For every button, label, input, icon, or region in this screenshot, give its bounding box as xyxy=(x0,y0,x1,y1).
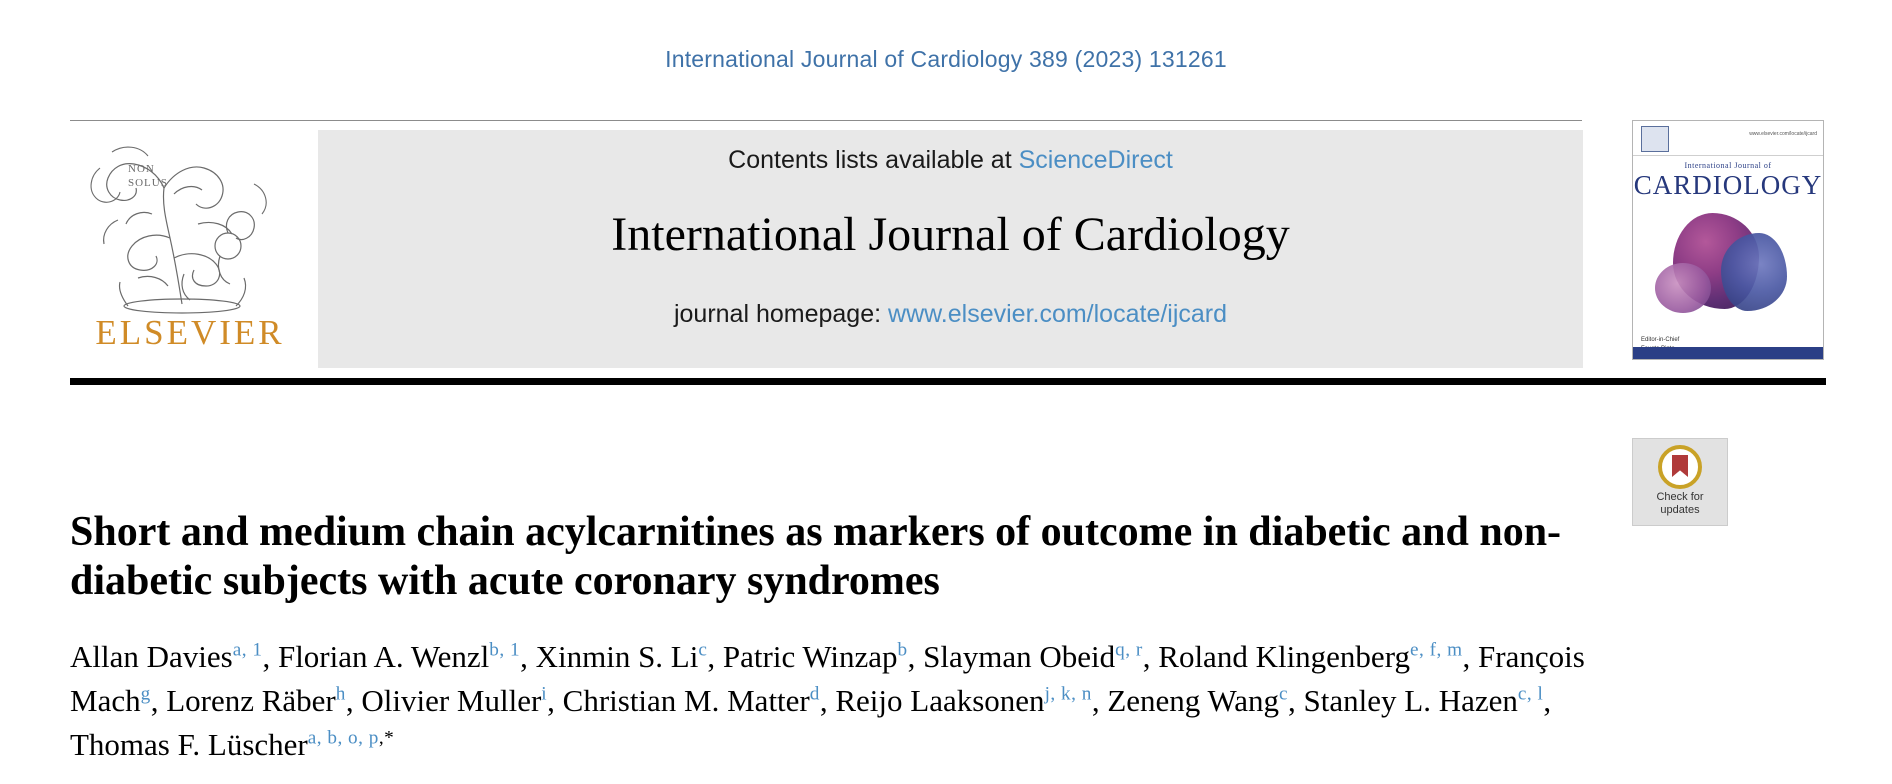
author-affiliation-marks: i xyxy=(541,683,548,705)
cover-top-note: www.elsevier.com/locate/ijcard xyxy=(1749,131,1817,137)
svg-text:NON: NON xyxy=(128,163,155,175)
cover-title: CARDIOLOGY xyxy=(1633,170,1823,200)
author-name: Olivier Muller xyxy=(361,683,542,719)
homepage-prefix: journal homepage: xyxy=(673,300,889,328)
author-name: Allan Davies xyxy=(70,639,233,674)
author-name: Christian M. Matter xyxy=(562,683,810,719)
cover-artwork-shape-3 xyxy=(1655,263,1711,313)
author-affiliation-marks: b xyxy=(897,639,908,661)
cover-bottom-bar xyxy=(1633,347,1823,359)
contents-line xyxy=(318,146,1583,175)
contents-prefix: Contents lists available at xyxy=(728,146,1019,174)
author-name: Roland Klingenberg xyxy=(1158,639,1410,674)
cover-editor-label: Editor-in-Chief xyxy=(1641,337,1680,344)
author-name: Thomas F. Lüscher xyxy=(70,727,308,763)
masthead-bottom-rule xyxy=(70,378,1826,385)
crossmark-label-line1: Check for xyxy=(1656,491,1704,503)
author-affiliation-marks: e, f, m xyxy=(1409,639,1463,661)
author-affiliation-marks: a, 1 xyxy=(232,639,263,661)
author-affiliation-marks: h xyxy=(335,683,346,705)
cover-artwork xyxy=(1647,205,1809,317)
crossmark-label xyxy=(1633,491,1727,516)
author-affiliation-marks: j, k, n xyxy=(1044,683,1092,705)
journal-cover-thumbnail xyxy=(1632,120,1824,360)
author-affiliation-marks: d xyxy=(809,683,820,705)
author-name: Florian A. Wenzl xyxy=(277,639,490,674)
cover-subtitle: International Journal of xyxy=(1684,161,1772,170)
author-name: Lorenz Räber xyxy=(166,683,336,719)
crossmark-flag-icon xyxy=(1672,455,1688,477)
crossmark-label-line2: updates xyxy=(1660,503,1700,516)
cover-artwork-shape-2 xyxy=(1721,233,1787,311)
author-list: Allan Davies$^{a, 1}$, Florian A. Wenzl$^{b, 1}$, Xinmin S. Li$^c$, Patric Winzap$^b$, Slayman Obeid$^{q, r}$, Roland Klingenberg$^{e, f, m}$, François Mach$^g$, Lorenz Räber$^h$, Olivier Muller$^i$, Christian M. Matter$^d$, Reijo Laaksonen$^{j, k, n}$, Zeneng Wang$^c$, Stanley L. Hazen$^{c, l}$, Thomas F. Lüscher$^{a, b, o, p,*}$ xyxy=(70,639,1585,763)
author-affiliation-marks: g xyxy=(140,683,151,705)
elsevier-wordmark: ELSEVIER xyxy=(95,313,285,352)
elsevier-tree-icon xyxy=(78,128,292,314)
masthead-top-rule xyxy=(70,120,1582,121)
author-name: Zeneng Wang xyxy=(1107,683,1279,719)
cover-topbar xyxy=(1633,121,1823,156)
elsevier-logo xyxy=(70,128,310,368)
author-affiliation-marks: q, r xyxy=(1115,639,1143,661)
svg-text:SOLUS: SOLUS xyxy=(128,177,168,189)
sciencedirect-link[interactable]: ScienceDirect xyxy=(1018,146,1173,174)
journal-title: International Journal of Cardiology xyxy=(611,208,1290,261)
author-name: Patric Winzap xyxy=(722,639,898,674)
corresponding-author-marker: ,* xyxy=(378,727,395,749)
journal-band xyxy=(318,130,1583,368)
author-affiliation-marks: c xyxy=(1279,683,1289,705)
author-affiliation-marks: b, 1 xyxy=(489,639,521,661)
crossmark-icon xyxy=(1658,445,1702,489)
author-name: Xinmin S. Li xyxy=(535,639,699,674)
article-title: Short and medium chain acylcarnitines as markers of outcome in diabetic and non-diabetic subjects with acute coronary syndromes xyxy=(70,509,1562,605)
author-name: François Mach xyxy=(70,639,1585,719)
running-head: International Journal of Cardiology 389 (2023) 131261 xyxy=(665,46,1227,72)
author-affiliation-marks: c xyxy=(698,639,708,661)
author-name: Stanley L. Hazen xyxy=(1303,683,1518,719)
journal-masthead xyxy=(70,120,1826,380)
crossmark-badge[interactable] xyxy=(1632,438,1728,526)
homepage-line xyxy=(318,300,1583,329)
author-affiliation-marks: c, l xyxy=(1517,683,1544,705)
author-name: Reijo Laaksonen xyxy=(835,683,1045,719)
journal-homepage-link[interactable]: www.elsevier.com/locate/ijcard xyxy=(888,300,1228,328)
author-affiliation-marks: a, b, o, p xyxy=(307,727,379,749)
cover-publisher-logo-icon xyxy=(1641,126,1669,152)
author-name: Slayman Obeid xyxy=(923,639,1116,674)
